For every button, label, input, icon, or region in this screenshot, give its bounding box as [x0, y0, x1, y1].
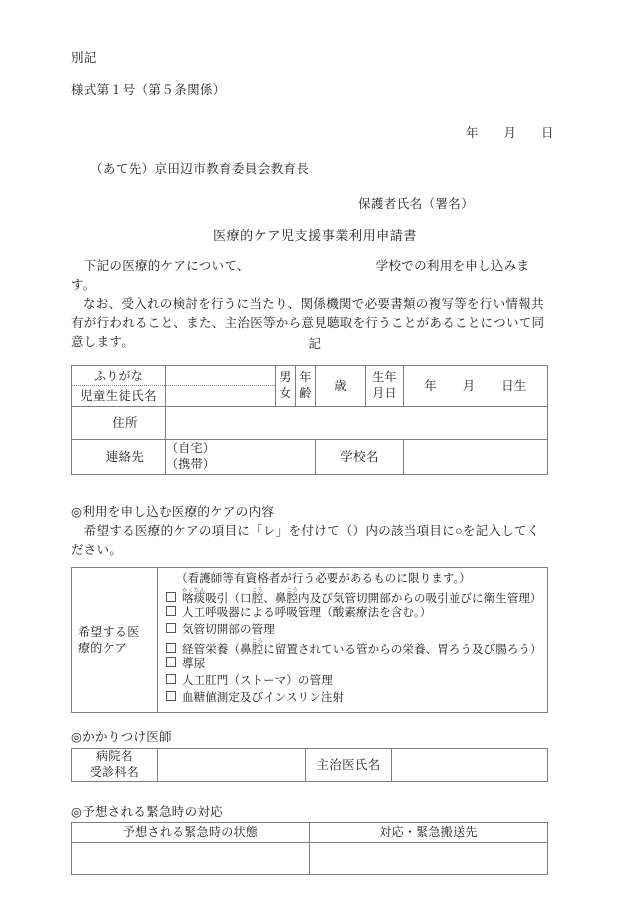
care-checkbox-list — [166, 588, 543, 707]
hospital-input[interactable] — [158, 749, 306, 782]
checkbox-icon[interactable] — [166, 592, 176, 602]
care-item-3-ruby: 腔こう — [251, 638, 264, 656]
care-item-0-text-c: 内及び気管切開部からの吸引並びに衛生管理） — [298, 592, 542, 605]
hospital-label — [72, 749, 158, 782]
birthdate-label-cell — [366, 366, 404, 407]
contact-label — [72, 440, 166, 475]
emergency-section-heading: ◎予想される緊急時の対応 — [71, 805, 224, 819]
care-item-1-text: 人工呼吸器による呼吸管理（酸素療法を含む。） — [182, 606, 432, 619]
emergency-col1-header: 予想される緊急時の状態 — [72, 823, 310, 843]
care-note: （看護師等有資格者が行う必要があるものに限ります。） — [176, 573, 471, 585]
doctor-name-input[interactable] — [392, 749, 548, 782]
furigana-divider — [166, 385, 275, 386]
emergency-col2-header: 対応・緊急搬送先 — [310, 823, 548, 843]
age-label-cell — [296, 366, 316, 407]
student-info-table — [71, 365, 548, 475]
school-name-input[interactable] — [404, 440, 548, 475]
table-row — [72, 407, 548, 440]
checkbox-icon[interactable] — [166, 643, 176, 653]
body-line-1-after: 学校での利用を申し込みます。 — [71, 259, 530, 292]
contact-mobile-label: （携帯） — [166, 457, 216, 471]
checkbox-icon[interactable] — [166, 691, 176, 701]
age-unit-label: 歳 — [334, 378, 347, 393]
care-section-heading — [71, 503, 549, 560]
contact-input[interactable] — [166, 440, 316, 475]
care-heading-text: ◎利用を申し込む医療的ケアの内容 — [71, 505, 275, 519]
care-instruction-text: 希望する医療的ケアの項目に「レ」を付けて（）内の該当項目に○を記入してください。 — [71, 524, 540, 557]
hospital-label-line2: 受診科名 — [89, 765, 140, 779]
checkbox-icon[interactable] — [166, 674, 176, 684]
address-input[interactable] — [166, 407, 548, 440]
care-item-2-text: 気管切開部の管理 — [182, 623, 275, 636]
contact-label-text: 連絡先 — [105, 449, 145, 464]
doctor-section-heading: ◎かかりつけ医師 — [71, 730, 172, 744]
list-item[interactable] — [166, 588, 543, 605]
table-row — [72, 568, 548, 713]
address-label — [72, 407, 166, 440]
table-row — [72, 366, 548, 407]
list-item[interactable] — [166, 673, 543, 690]
hospital-label-line1: 病院名 — [96, 749, 133, 764]
checkbox-icon[interactable] — [166, 623, 176, 633]
care-item-3-text-c: に留置されている管からの栄養、胃ろう及び腸ろう） — [263, 643, 542, 656]
checkbox-icon[interactable] — [166, 657, 176, 667]
body-line-1-before: 下記の医療的ケアについて、 — [71, 259, 250, 273]
doctor-info-table — [71, 748, 548, 782]
gender-label-cell — [276, 366, 296, 407]
document-label: 別記 — [71, 51, 97, 65]
guardian-signature-label: 保護者氏名（署名） — [358, 197, 475, 211]
checkbox-icon[interactable] — [166, 606, 176, 616]
care-item-0-ruby-1: 喀痰かくたん — [182, 587, 206, 605]
gender-label-female: 女 — [279, 386, 292, 400]
emergency-response-table — [71, 822, 548, 875]
furigana-label: ふりがな — [72, 366, 165, 386]
student-name-input[interactable] — [166, 366, 276, 407]
student-name-label: 児童生徒氏名 — [80, 389, 157, 403]
gender-label-male: 男 — [279, 370, 292, 385]
page-title: 医療的ケア児支援事業利用申請書 — [212, 228, 417, 243]
care-item-0-text-b: 、鼻 — [263, 592, 287, 605]
list-item[interactable] — [166, 622, 543, 639]
care-item-4-text: 導尿 — [182, 657, 206, 670]
age-label-char1: 年 — [299, 370, 312, 385]
care-item-0-ruby-2: 腔こう — [251, 587, 264, 605]
birthdate-label-line1: 生年 — [372, 370, 397, 385]
table-row — [72, 823, 548, 843]
age-input-cell[interactable] — [316, 366, 366, 407]
ki-mark: 記 — [308, 337, 322, 351]
list-item[interactable] — [166, 639, 543, 656]
emergency-col1-input[interactable] — [72, 843, 310, 875]
birthdate-label-line2: 月日 — [372, 386, 397, 400]
care-item-0-ruby-3: 腔こう — [286, 587, 299, 605]
care-item-5-text: 人工肛門（ストーマ）の管理 — [182, 674, 333, 687]
care-content-table — [71, 567, 548, 713]
list-item[interactable] — [166, 690, 543, 707]
care-options-cell — [158, 568, 548, 713]
birthdate-input-cell[interactable] — [404, 366, 548, 407]
date-line: 年 月 日 — [466, 126, 554, 140]
school-name-label-text: 学校名 — [340, 449, 379, 464]
school-name-label — [316, 440, 404, 475]
care-item-6-text: 血糖値測定及びインスリン注射 — [182, 691, 345, 704]
table-row — [72, 440, 548, 475]
emergency-col2-input[interactable] — [310, 843, 548, 875]
care-item-3-text-a: 経管栄養（鼻 — [182, 643, 252, 656]
body-line-2: なお、受入れの検討を行うに当たり、関係機関で必要書類の複写等を行い情報共有が行われること、また、主治医等から意見聴取を行うことがあることについて同意します。 — [71, 297, 545, 349]
care-row-label: 希望する医療的ケア — [72, 568, 158, 713]
birthdate-format-hint: 年 月 日生 — [424, 378, 527, 393]
name-label-cell — [72, 366, 166, 407]
address-label-text: 住所 — [112, 415, 138, 430]
table-row — [72, 749, 548, 782]
body-line-1 — [71, 257, 549, 295]
age-label-char2: 齢 — [299, 386, 312, 400]
doctor-name-label: 主治医氏名 — [306, 749, 392, 782]
contact-home-label: （自宅） — [166, 441, 216, 456]
addressee-line: （あて先）京田辺市教育委員会教育長 — [90, 162, 310, 176]
care-item-0-text-a: 吸引（口 — [205, 592, 252, 605]
form-number: 様式第１号（第５条関係） — [71, 83, 226, 97]
table-row — [72, 843, 548, 875]
